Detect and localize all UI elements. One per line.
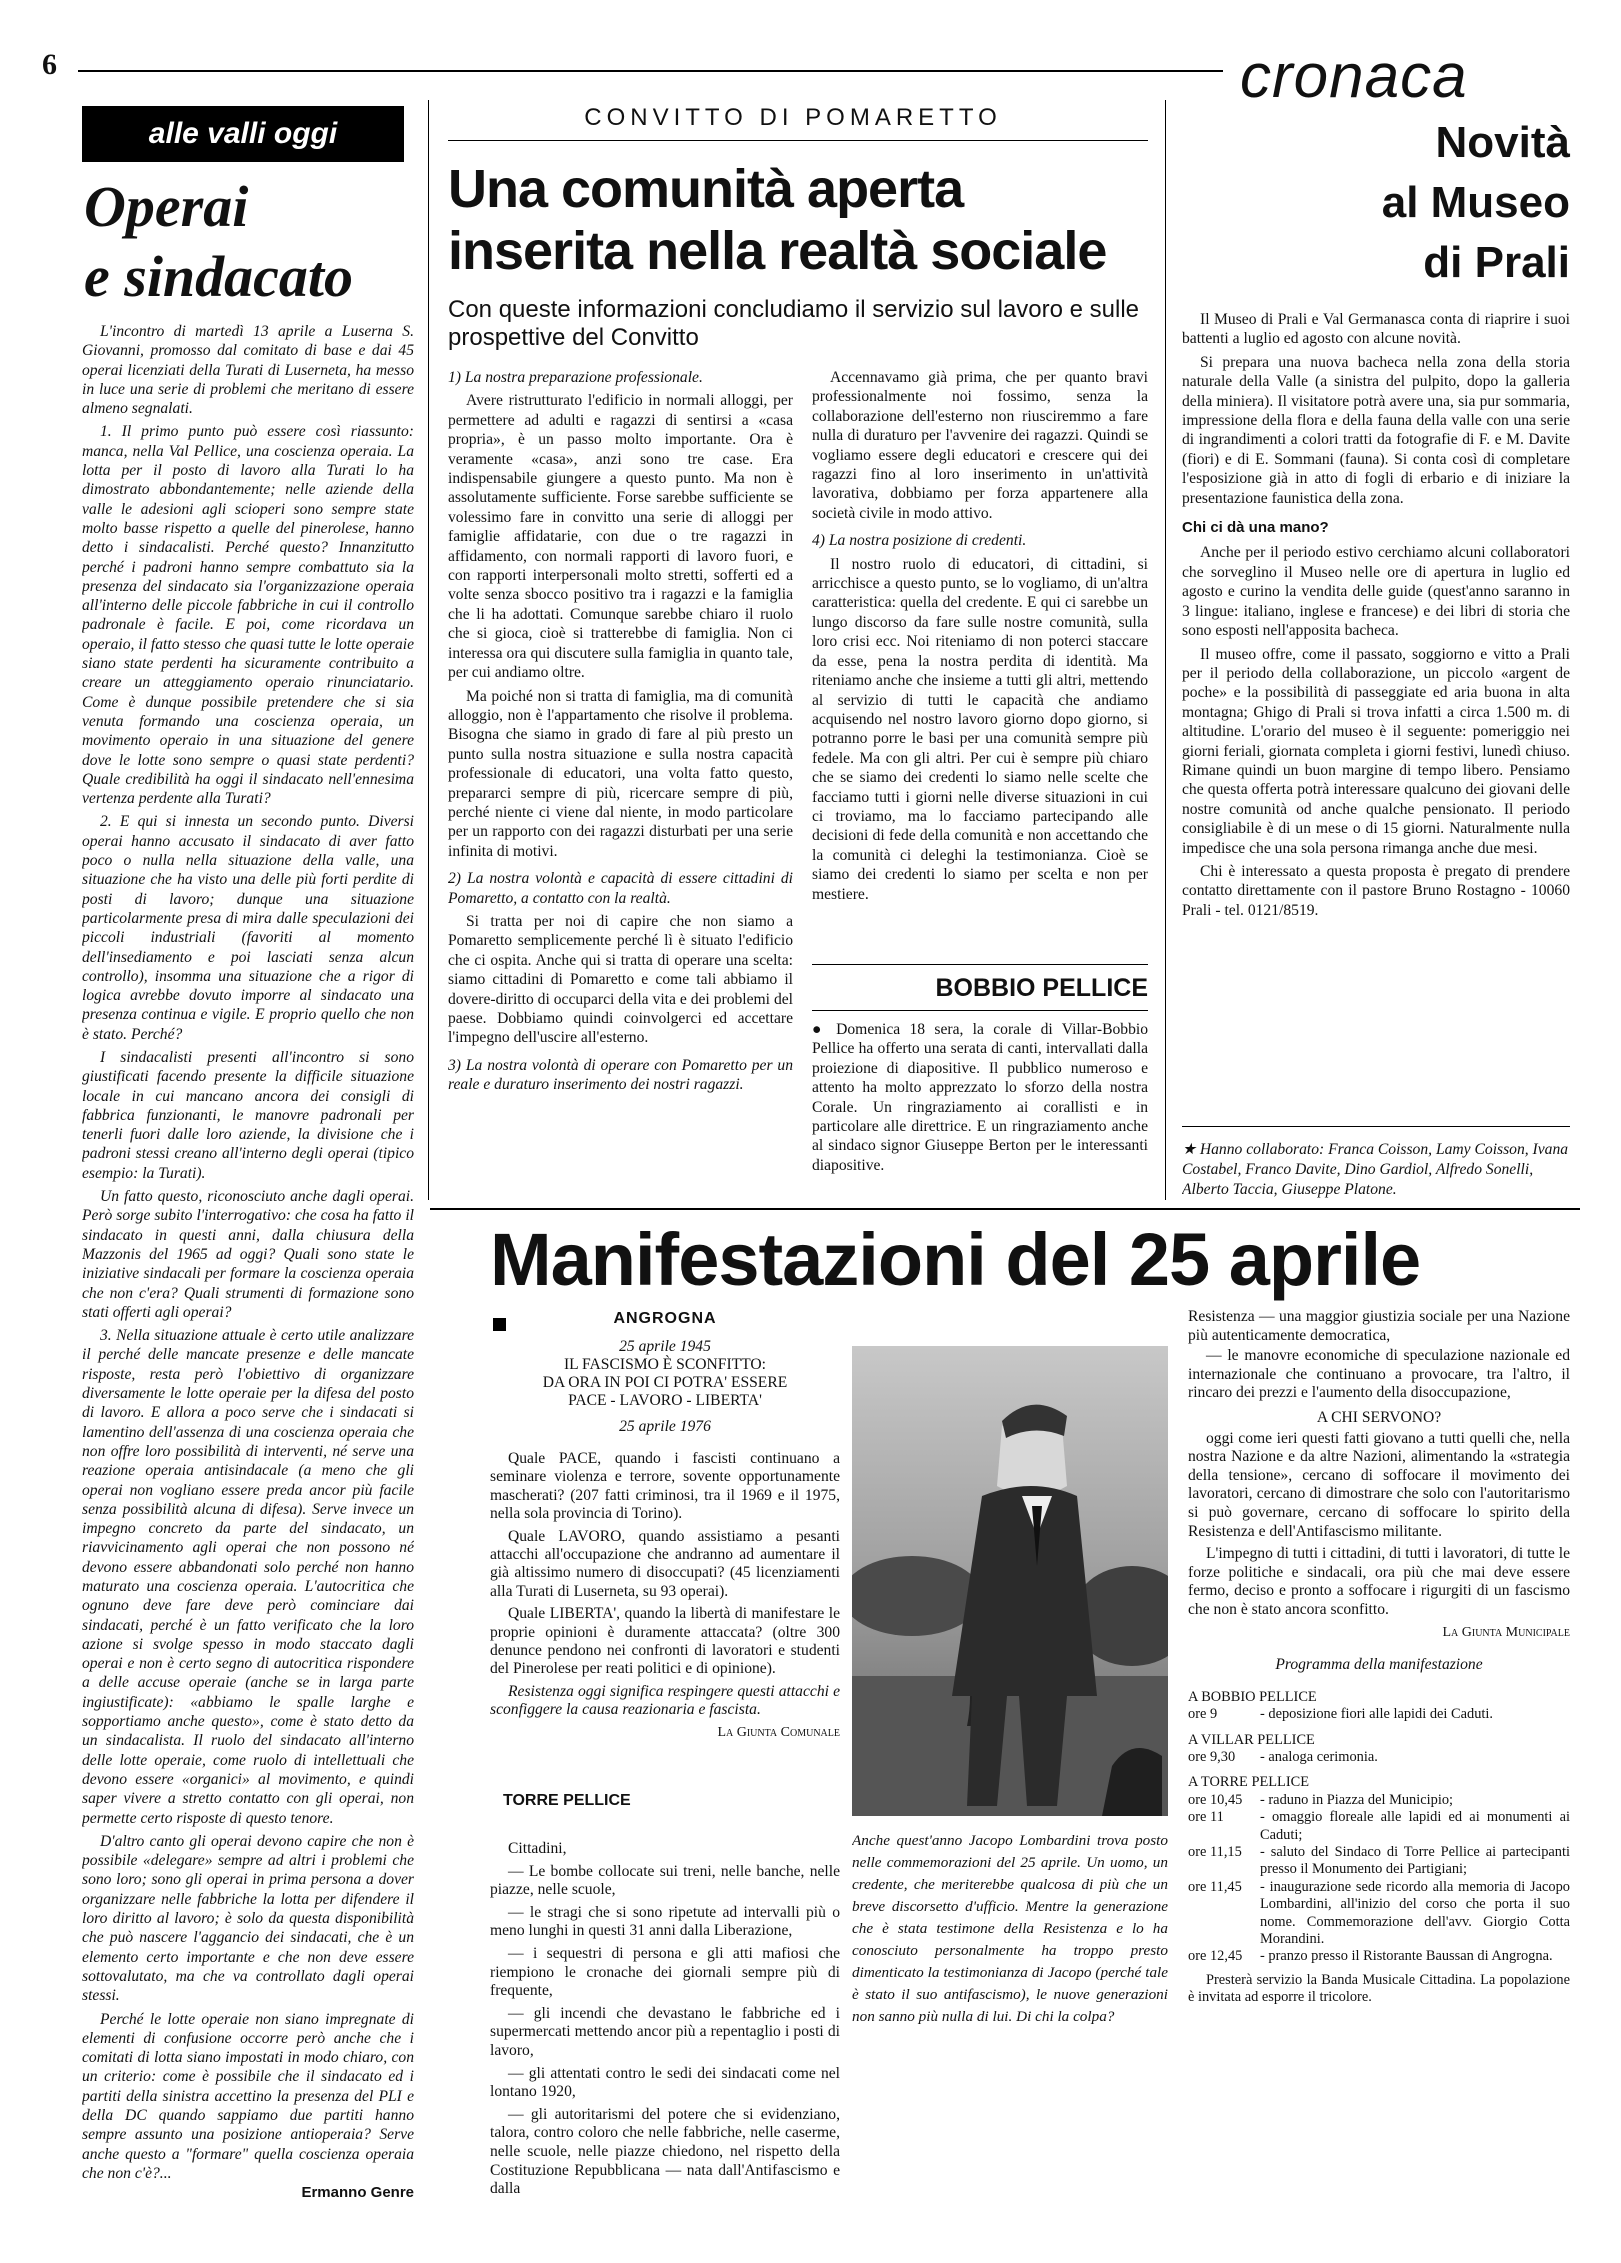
photo-illustration (852, 1346, 1168, 1816)
program-row (1188, 1749, 1570, 1766)
convitto-headline-line1: Una comunità aperta (448, 159, 964, 219)
program-text: - raduno in Piazza del Municipio; (1260, 1791, 1454, 1808)
angrogna-date1: 25 aprile 1945 (619, 1338, 711, 1355)
torre-item: — gli incendi che devastano le fabbriche ed i supermercati mettendo ancor più a repentaglio i posti di lavoro, (490, 2004, 840, 2059)
angrogna-paragraph: Quale PACE, quando i fascisti continuano a seminare violenza e terrore, sovente opportunamente mascherati? (207 fatti criminosi, tra il 1969 e il 1975, nella sola provincia di Torino). (490, 1450, 840, 1523)
program-time: ore 11 (1188, 1809, 1224, 1826)
bobbio-headline: BOBBIO PELLICE (935, 974, 1148, 1002)
left-paragraph: 2. E qui si innesta un secondo punto. Diversi operai hanno accusato il sindacato di aver fatto poco o nulla nella situazione della valle, una situazione che ha visto una delle più forti perdite di posti di lavoro; dunque una situazione particolarmente presa di mira dalle speculazioni dei piccoli industriali (favoriti al momento dell'insediamento e poi lasciati senza alcun controllo), insomma una situazione che a rigor di logica avrebbe dovuto imporre al sindacato una presenza continua e vigile. E proprio quello che non è stato. Perché? (82, 813, 414, 1043)
convitto-subsection: 1) La nostra preparazione professionale. (448, 369, 703, 386)
program-place: A TORRE PELLICE (1188, 1774, 1309, 1791)
angrogna-body (490, 1450, 840, 1780)
right-paragraph2: L'impegno di tutti i cittadini, di tutti i lavoratori, di tutte le forze politiche e sindacali, ora più che mai deve essere fermo, deciso e pronto a soffocare i rigurgiti di un fascismo che non è stato ancora sconfitto. (1188, 1545, 1570, 1618)
section-title: cronaca (1240, 42, 1468, 111)
torre-item: — le stragi che si sono ripetute ad intervalli più o meno lunghi in questi 31 anni dalla Liberazione, (490, 1903, 840, 1940)
program-time: ore 12,45 (1188, 1948, 1243, 1965)
program-text: - analoga cerimonia. (1260, 1748, 1378, 1765)
program-time: ore 9 (1188, 1706, 1218, 1723)
prali-paragraph: Il museo offre, come il passato, soggiorno e vitto a Prali per il periodo della collaborazione, un piccolo «argent de poche» e la possibilità di passeggiate ed aria buona in alta montagna; Ghigo di Prali si trova infatti a circa 1.500 m. di altitudine. L'orario del museo è il seguente: pomeriggio nei giorni feriali, giornata completa i giorni festivi, lunedì chiuso. Rimane quindi un buon margine di tempo libero. Pensiamo che questa offerta potrà interessare qualcuno dei giovani delle nostre comunità od anche qualche pensionato. Il periodo consigliabile è di un mese o di 15 giorni. Naturalmente nulla impedisce che una sola persona rimanga anche due mesi. (1182, 645, 1570, 857)
convitto-paragraph: Ma poiché non si tratta di famiglia, ma di comunità alloggio, non è l'appartamento che risolve il problema. Bisogna che siamo in grado di fare al più presto un punto sulla nostra situazione e sulla nostra capacità professionale di educatori, una volta fatto questo, prepararci sempre di più, ricercare sempre di più, perché niente ci viene dal niente, in modo particolare per un rapporto con dei ragazzi disturbati per una serie infinita di motivi. (448, 687, 793, 860)
left-paragraph: 3. Nella situazione attuale è certo utile analizzare il perché delle mancate presenze e delle mancate risposte, resta però l'obiettivo di organizzare diversamente le lotte operaie per la difesa del posto di lavoro. E allora a poco serve che i sindacati si lamentino dell'assenza di una coscienza operaia che non offre loro possibilità di interventi, né serve una reazione operaia antisindacale (a meno che gli operai non vogliano essere preda ancor più facile senza possibilità alcuna di difesa). Serve invece un impegno concreto da parte del sindacato, un riavvicinamento agli operai che non possono né devono essere abbandonati solo perché non hanno maturato una coscienza operaia. L'autocritica che ognuno deve fare deve però cominciare dai sindacati, perché è un fatto verificato che la loro azione si svolge spesso in modo staccato dagli operai e non è certo segno di autocritica rispondere a delle accuse operaie (anche se in larga parte ingiustificate): «abbiamo le spalle larghe e sopportiamo anche questo», come è stato detto da un sindacalista. Il ruolo del sindacato all'interno delle lotte operaie, come ruolo di intellettuali che devono essere «organici» al movimento, e quindi saper vivere a stretto contatto con gli operai, non permette certo risposte di questo tenore. (82, 1327, 414, 1827)
kicker-text: alle valli oggi (148, 117, 338, 150)
left-title-line2: e sindacato (84, 244, 354, 309)
angrogna-title: ANGROGNA (613, 1310, 717, 1327)
page-number: 6 (42, 48, 57, 81)
program-text: - saluto del Sindaco di Torre Pellice ai partecipanti presso il Monumento dei Partigiani; (1260, 1843, 1570, 1878)
kicker-box (82, 106, 404, 162)
manif-top-rule (430, 1208, 1580, 1210)
angrogna-paragraph: Quale LAVORO, quando assistiamo a pesanti attacchi all'occupazione che andranno ad aumentare il già altissimo numero di disoccupati? (45 licenziamenti alla Turati di Luserneta, su 93 operai). (490, 1527, 840, 1600)
program-time: ore 10,45 (1188, 1791, 1243, 1808)
angrogna-signature: La Giunta Comunale (717, 1724, 840, 1740)
program-time: ore 11,45 (1188, 1878, 1242, 1895)
bobbio-body (812, 1020, 1148, 1192)
torre-item: — gli attentati contro le sedi dei sindacati come nel lontano 1920, (490, 2064, 840, 2101)
right-question: A CHI SERVONO? (1316, 1408, 1442, 1426)
program-text: - deposizione fiori alle lapidi dei Caduti. (1260, 1706, 1493, 1723)
angrogna-date2: 25 aprile 1976 (619, 1418, 711, 1435)
manif-right-column (1188, 1308, 1570, 2233)
left-paragraph: D'altro canto gli operai devono capire che non è possibile «delegare» sempre ad altri i problemi che sono loro; sono gli operai in prima persona a dover organizzare nelle fabbriche la lotta per difendere il loro diritto al lavoro; è solo da questa disponibilità che può nascere l'aggancio dei sindacati, che è un elemento certo importante e che non deve essere sottovalutato, ma che va controllato dagli operai stessi. (82, 1832, 414, 2005)
prali-credits: ★ Hanno collaborato: Franca Coisson, Lamy Coisson, Ivana Costabel, Franco Davite, Dino Gardiol, Alfredo Sonelli, Alberto Taccia, Giuseppe Platone. (1182, 1141, 1569, 1198)
program-time: ore 9,30 (1188, 1748, 1236, 1765)
program-place: A BOBBIO PELLICE (1188, 1688, 1317, 1705)
prali-subhead: Chi ci dà una mano? (1182, 519, 1329, 537)
lombardini-photo (852, 1346, 1168, 1816)
convitto-paragraph: Si tratta per noi di capire che non siamo a Pomaretto semplicemente perché lì è situato l'edificio che ci ospita. Anche qui si tratta di operare una scelta: siamo cittadini di Pomaretto e come tali abbiamo il dovere-diritto di occuparci della vita e dei problemi del paese. Dobbiamo quindi coinvolgerci ed accettare l'impegno dell'uscire all'esterno. (448, 912, 793, 1047)
column-rule-right (1165, 100, 1166, 1200)
convitto-subsection: 2) La nostra volontà e capacità di essere cittadini di Pomaretto, a contatto con la realtà. (448, 870, 793, 907)
column-rule (428, 100, 429, 1200)
bullet-icon: ● (812, 1021, 837, 1038)
angrogna-motto2: DA ORA IN POI CI POTRA' ESSERE (542, 1374, 788, 1391)
angrogna-motto1: IL FASCISMO È SCONFITTO: (563, 1356, 767, 1373)
bobbio-rule (812, 964, 1148, 965)
manif-headline: Manifestazioni del 25 aprile (490, 1218, 1421, 1301)
convitto-col1 (448, 368, 793, 1193)
right-paragraph: oggi come ieri questi fatti giovano a tutti quelli che, nella nostra Nazione e da altre Nazioni, alimentando la «strategia della tensione», cercano di soffocare il movimento dei lavoratori, cercano di dimostrare che solo con l'autoritarismo si può governare, cercano di soffocare lo spirito della Resistenza e dell'Antifascismo militante. (1188, 1429, 1570, 1540)
left-lead: L'incontro di martedì 13 aprile a Luserna S. Giovanni, promosso dal comitato di base e dai 45 operai licenziati della Turati di Luserneta, ha messo in luce una serie di problemi che meritano di essere almeno segnalati. (82, 323, 414, 418)
angrogna-paragraph: Quale LIBERTA', quando la libertà di manifestare le proprie opinioni è duramente attaccata? (oltre 300 denunce pendono nei confronti di lavoratori e studenti del Pinerolese per reati politici e di opinione). (490, 1605, 840, 1678)
convitto-headline-line2: inserita nella realtà sociale (448, 221, 1107, 281)
convitto-subhead: Con queste informazioni concludiamo il servizio sul lavoro e sulle prospettive del Convitto (448, 296, 1139, 351)
program-title: Programma della manifestazione (1275, 1656, 1483, 1674)
torre-item: — gli autoritarismi del potere che si evidenziano, talora, contro coloro che nelle fabbriche, nelle caserme, nelle scuole, nelle piazze chiedono, nel rispetto della Costituzione Repubblicana — nata dall'Antifascismo e dalla (490, 2105, 840, 2198)
left-paragraph: 1. Il primo punto può essere così riassunto: manca, nella Val Pellice, una coscienza operaia. La lotta per il posto di lavoro alla Turati lo ha dimostrato abbondantemente; nelle aziende della valle le adesioni agli scioperi sono sempre state molto basse rispetto a quelle del pinerolese, hanno detto i sindacalisti. Perché questo? Innanzitutto perché i padroni hanno sempre combattuto sia la presenza del sindacato sia l'organizzazione operaia all'interno delle piccole fabbriche in cui il controllo padronale è facile. E poi, come ricordava un operaio, il fatto stesso che quasi tutte le lotte operaie siano state perdenti ha sicuramente contribuito a creare un atteggiamento operaio rinunciatario. Come è dunque possibile pretendere che si sia venuta formando una coscienza operaia, un movimento operaio in una situazione del genere dove le lotte sono sempre o quasi state perdenti? Quale credibilità ha oggi il sindacato nell'ennesima vertenza perdente alla Turati? (82, 423, 414, 808)
program-time: ore 11,15 (1188, 1843, 1242, 1860)
prali-headline-line2: al Museo (1381, 178, 1570, 227)
angrogna-motto (490, 1338, 840, 1436)
program-text: - inaugurazione sede ricordo alla memoria di Jacopo Lombardini, all'inizio del corso che porta il suo nome. Commemorazione dell'avv. Giorgio Cotta Morandini. (1260, 1878, 1570, 1947)
right-line: Resistenza — una maggior giustizia sociale per una Nazione più autenticamente democratica, (1188, 1308, 1570, 1344)
left-paragraph: Un fatto questo, riconosciuto anche dagli operai. Però sorge subito l'interrogativo: che cosa ha fatto il sindacato in questi anni, dalla chiusura della Mazzonis del 1965 ad oggi? Quali sono state le iniziative sindacali per formare la coscienza operaia che non c'era? Quali strumenti di formazione sono stati offerti agli operai? (82, 1188, 414, 1321)
convitto-col2 (812, 368, 1148, 958)
program-row (1188, 1879, 1570, 1949)
photo-caption: Anche quest'anno Jacopo Lombardini trova posto nelle commemorazioni del 25 aprile. Un uomo, un credente, che meriterebbe qualcosa di più che un breve discorsetto d'ufficio. Mentre la generazione che è stata testimone della Resistenza e lo ha conosciuto personalmente ha troppo presto dimenticato la testimonianza di Jacopo (perché tale è stato il suo antifascismo), le nuove generazioni non sanno più nulla di lui. Di chi la colpa? (852, 1832, 1168, 2025)
left-title-line1: Operai (84, 174, 249, 239)
torre-title: TORRE PELLICE (503, 1792, 631, 1809)
program-row (1188, 1792, 1570, 1809)
angrogna-motto3: PACE - LAVORO - LIBERTA' (568, 1392, 762, 1409)
convitto-rule (448, 140, 1148, 141)
torre-body (490, 1840, 840, 2235)
prali-body (1182, 310, 1570, 1140)
left-paragraph: Perché le lotte operaie non siano impregnate di elementi di confusione occorre però anche che i comitati di lotta siano impostati in modo chiaro, con un criterio: come è possibile che il sindacato ed i partiti della sinistra accettino la presenza del PLI e della DC quando sappiamo due partiti hanno sempre assunto una posizione antioperaia? Serve anche questo a "formare" quella coscienza operaia che non c'è?... (82, 2010, 414, 2182)
prali-headline-line3: di Prali (1423, 238, 1570, 287)
prali-paragraph: Il Museo di Prali e Val Germanasca conta di riaprire i suoi battenti a luglio ed agosto con alcune novità. (1182, 311, 1570, 348)
convitto-subsection: 3) La nostra volontà di operare con Pomaretto per un reale e duraturo inserimento dei nostri ragazzi. (448, 1056, 793, 1094)
program-row (1188, 1809, 1570, 1844)
prali-paragraph: Si prepara una nuova bacheca nella zona della storia naturale della Valle (a sinistra del pulpito, dopo la galleria della miniera). Il visitatore potrà avere una, sia pur sommaria, impressione della flora e della fauna della valle con una serie di ingrandimenti a colori tratti da fotografie di F. e M. Davite (fiori) e di E. Sommani (fauna). Si conta così di completare l'esposizione già in atto di fogli di erbario e di iniziare la presentazione faunistica della zona. (1182, 353, 1570, 507)
left-article-body (82, 322, 414, 2222)
convitto-paragraph: Accennavamo già prima, che per quanto bravi professionalmente noi fossimo, senza la collaborazione dell'esterno non riusciremmo a fare nulla di duraturo per l'avvenire dei ragazzi. Quindi se vogliamo essere degli educatori e crescere qui dei ragazzi fino al loro inserimento in un'attività lavorativa, dobbiamo per forza appartenere alla società civile in modo attivo. (812, 369, 1148, 522)
bobbio-text: Domenica 18 sera, la corale di Villar-Bobbio Pellice ha offerto una serata di canti, intervallati dalla proiezione di diapositive. Il pubblico numeroso e attento ha molto apprezzato lo sforzo della nostra Corale. Un ringraziamento ai corallisti e in particolare alle direttrice. E un ringraziamento anche al sindaco signor Giuseppe Berton per le interessanti diapositive. (812, 1021, 1148, 1174)
credits-rule (1182, 1126, 1570, 1127)
right-line: — le manovre economiche di speculazione nazionale ed internazionale che continuano a provocare, tra l'altro, il rincaro dei prezzi e l'aumento della disoccupazione, (1188, 1347, 1570, 1402)
program-list (1188, 1689, 1570, 2007)
program-row (1188, 1844, 1570, 1879)
torre-item: — Le bombe collocate sui treni, nelle banche, nelle piazze, nelle scuole, (490, 1862, 840, 1899)
torre-salutation: Cittadini, (508, 1840, 567, 1857)
prali-paragraph: Chi è interessato a questa proposta è pregato di prendere contatto direttamente con il pastore Bruno Rostagno - 10060 Prali - tel. 0121/8519. (1182, 862, 1570, 919)
program-text: - pranzo presso il Ristorante Baussan di Angrogna. (1260, 1948, 1553, 1965)
bobbio-rule-bottom (812, 1010, 1148, 1011)
convitto-paragraph: Avere ristrutturato l'edificio in normali alloggi, per permettere ad adulti e ragazzi di sentirsi a «casa propria», è un passo molto importante. Ora è veramente «casa», anzi sono tre case. Era indispensabile giungere a questo punto. Ma non è assolutamente sufficiente. Forse sarebbe sufficiente se volessimo fare in convitto una serie di alloggi per famiglie affidatarie, con due o tre ragazzi in affidamento, con normali rapporti di lavoro fuori, e con rapporti interpersonali molto stretti, sofferti ed a volte senza sbocco positivo tra i ragazzi e la famiglia che li ha adottati. Comunque sarebbe chiaro il ruolo che si gioca, cioè si tratterebbe di famiglia. Non ci interessa ora qui discutere sulla famiglia in quanto tale, per cui andiamo oltre. (448, 392, 793, 682)
prali-paragraph: Anche per il periodo estivo cerchiamo alcuni collaboratori che sorveglino il Museo nelle ore di apertura in luglio ed agosto e curino la vendita delle guide (quest'anno saranno in 3 lingue: italiano, inglese e francese) e dei libri di storia che sono esposti nell'apposita bacheca. (1182, 544, 1570, 640)
convitto-kicker: CONVITTO DI POMARETTO (584, 104, 1002, 131)
header-rule (78, 70, 1223, 72)
prali-headline-line1: Novità (1435, 118, 1570, 167)
torre-item: — i sequestri di persona e gli atti mafiosi che riempiono le cronache dei giornali sempre più di frequente, (490, 1944, 840, 2000)
left-paragraph: I sindacalisti presenti all'incontro si sono giustificati facendo presente la difficile situazione locale in cui mancano ancora dei consigli di fabbrica funzionanti, le manovre padronali per tenerli fuori dalle loro aziende, la divisione che i padroni stessi creano all'interno degli operai (tipico esempio: la Turati). (82, 1048, 414, 1182)
left-author: Ermanno Genre (301, 2184, 414, 2202)
right-signature: La Giunta Municipale (1442, 1624, 1570, 1640)
program-row (1188, 1948, 1570, 1965)
convitto-subsection: 4) La nostra posizione di credenti. (812, 532, 1027, 550)
program-footer: Presterà servizio la Banda Musicale Cittadina. La popolazione è invitata ad esporre il tricolore. (1188, 1971, 1570, 2006)
program-row (1188, 1706, 1570, 1723)
program-place: A VILLAR PELLICE (1188, 1731, 1315, 1748)
program-text: - omaggio floreale alle lapidi ed ai monumenti ai Caduti; (1260, 1809, 1570, 1843)
angrogna-closing: Resistenza oggi significa respingere questi attacchi e sconfiggere la causa reazionaria e fascista. (490, 1682, 840, 1719)
convitto-paragraph: Il nostro ruolo di educatori, di cittadini, si arricchisce a questo punto, se lo vogliamo, di un'altra caratteristica: quella del credente. E qui ci sarebbe un lungo discorso da fare sulle nostre comunità, sulla loro crisi ecc. Noi riteniamo di non poterci staccare da esse, pena la nostra perdita di identità. Ma riteniamo anche che insieme a tutti gli altri, mettendo al servizio di tutti le capacità che andiamo acquisendo nel nostro lavoro giorno dopo giorno, si potranno porre le basi per una comunità sempre più fedele. Ma con gli altri. Per cui è sempre più chiaro che se siamo dei credenti lo siamo nelle scelte che facciamo tutti i giorni nelle diverse situazioni in cui ci troviamo, ma lo facciamo partecipando alle decisioni di fede della comunità e non accettando che la comunità ci deleghi la testimonianza. Cioè se siamo dei credenti lo siamo per scelta e non per mestiere. (812, 555, 1148, 903)
